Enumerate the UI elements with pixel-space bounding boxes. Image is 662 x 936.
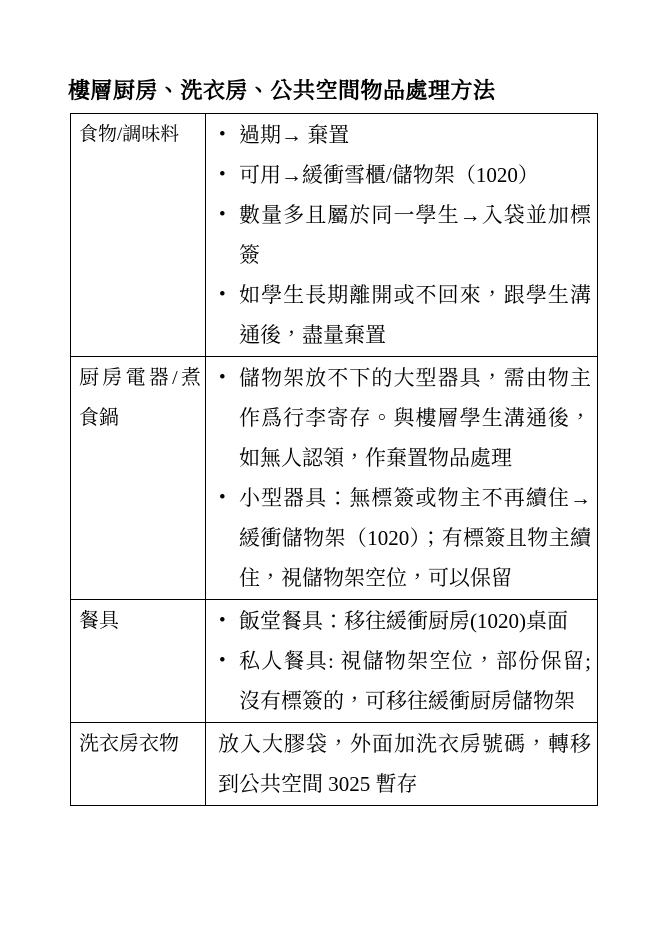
table-row-food	[71, 114, 598, 357]
table-row-tableware	[71, 600, 598, 723]
row-content-tableware	[206, 600, 598, 723]
row-label-food: 食物/調味料	[71, 114, 206, 357]
bullet-icon: •	[219, 284, 226, 305]
bullet-icon: •	[219, 124, 226, 145]
row-content-appliances	[206, 357, 598, 600]
document-title: 樓層厨房、洗衣房、公共空間物品處理方法	[68, 78, 496, 103]
list-item-text: 可用→緩衝雪櫃/儲物架（1020）	[239, 163, 539, 187]
list-item	[216, 275, 591, 355]
row-label-laundry: 洗衣房衣物	[71, 723, 206, 806]
bullet-icon: •	[219, 610, 226, 631]
list-item-text: 過期→ 棄置	[239, 123, 350, 147]
row-content-food	[206, 114, 598, 357]
bullet-icon: •	[219, 650, 226, 671]
list-item	[216, 358, 591, 478]
list-item-text: 儲物架放不下的大型器具，需由物主作爲行李寄存。與樓層學生溝通後，如無人認領，作棄置物品處理	[239, 366, 591, 470]
list-item-text: 飯堂餐具：移往緩衝厨房(1020)桌面	[239, 609, 568, 633]
list-item-text: 如學生長期離開或不回來，跟學生溝通後，盡量棄置	[239, 283, 591, 347]
row-content-laundry	[206, 723, 598, 806]
bullet-list	[216, 601, 591, 721]
row-text: 放入大膠袋，外面加洗衣房號碼，轉移到公共空間 3025 暫存	[218, 732, 591, 796]
table-row-appliances	[71, 357, 598, 600]
list-item-text: 小型器具：無標簽或物主不再續住→緩衝儲物架（1020）；有標簽且物主續住，視儲物架空位，可以保留	[239, 486, 591, 590]
list-item	[216, 601, 591, 641]
table-row-laundry	[71, 723, 598, 806]
list-item	[216, 641, 591, 721]
bullet-icon: •	[219, 367, 226, 388]
list-item	[216, 478, 591, 598]
row-label-tableware: 餐具	[71, 600, 206, 723]
bullet-list	[216, 115, 591, 355]
bullet-icon: •	[219, 164, 226, 185]
list-item	[216, 115, 591, 155]
list-item	[216, 195, 591, 275]
handling-methods-table	[70, 113, 598, 806]
bullet-icon: •	[219, 487, 226, 508]
list-item-text: 數量多且屬於同一學生→入袋並加標簽	[239, 203, 591, 267]
list-item	[216, 155, 591, 195]
list-item-text: 私人餐具: 視儲物架空位，部份保留; 沒有標簽的，可移往緩衝厨房儲物架	[239, 649, 591, 713]
bullet-icon: •	[219, 204, 226, 225]
row-label-appliances: 厨房電器/煮食鍋	[71, 357, 206, 600]
bullet-list	[216, 358, 591, 598]
